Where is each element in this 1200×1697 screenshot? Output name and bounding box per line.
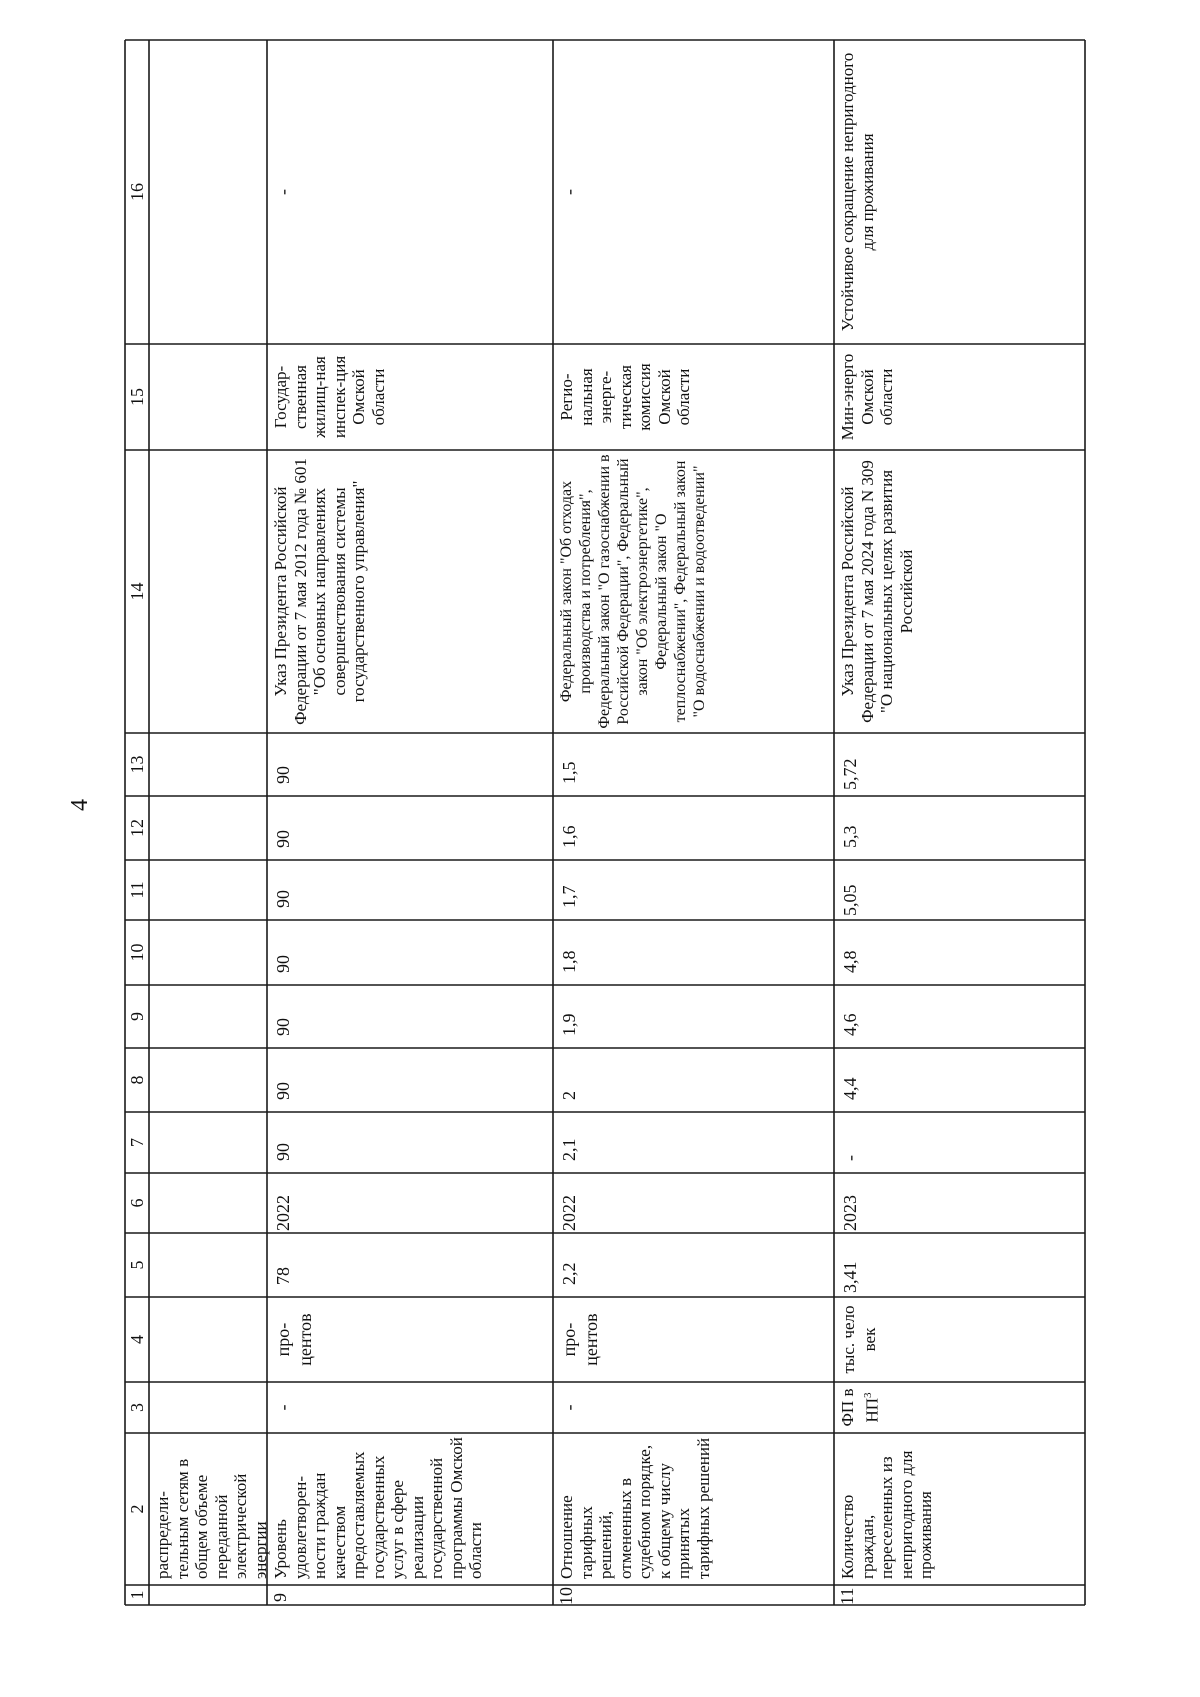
header-col-4: 4 [127, 1335, 147, 1344]
header-col-6: 6 [127, 1198, 147, 1208]
header-col-14: 14 [127, 582, 147, 601]
row10-base-value: 2,2 [559, 1262, 579, 1285]
row11-responsible: Мин-энерго Омской области [838, 353, 896, 441]
row11-value-8: 4,4 [840, 1077, 860, 1100]
row9-value-12: 90 [273, 830, 293, 848]
row9-base-year: 2022 [273, 1195, 293, 1231]
row11-legal-basis: Указ Президента Российской Федерации от 7 мая 2024 года N 309 "О национальных целях развития Российской [838, 460, 916, 723]
row10-col3: - [559, 1404, 579, 1411]
row9-value-10: 90 [273, 955, 293, 973]
header-col-15: 15 [127, 388, 147, 406]
row11-base-year: 2023 [840, 1195, 860, 1231]
row9-legal-basis: Указ Президента Российской Федерации от 7 мая 2012 года № 601 "Об основных направлениях совершенствования системы государственного управления" [271, 458, 368, 725]
header-col-12: 12 [127, 819, 147, 837]
header-col-5: 5 [127, 1260, 147, 1270]
row11-value-13: 5,72 [840, 758, 860, 790]
row11-base-value: 3,41 [840, 1261, 860, 1293]
row11-col3 [834, 1382, 1085, 1433]
header-col-3: 3 [127, 1403, 147, 1412]
row10-number: 10 [556, 1587, 576, 1605]
row11-value-12: 5,3 [840, 825, 860, 848]
row9-base-value: 78 [273, 1267, 293, 1285]
row11-value-11: 5,05 [840, 884, 860, 916]
row9-col3: - [273, 1404, 293, 1411]
row10-col16: - [559, 189, 579, 195]
header-col-1: 1 [127, 1590, 147, 1600]
row10-responsible: Регио-нальная энерге-тическая комиссия Омской области [557, 363, 693, 431]
row10-value-8: 2 [559, 1091, 579, 1100]
row10-value-11: 1,7 [559, 885, 579, 908]
cont-indicator-name: распредели-тельным сетям в общем объеме переданной электрической энергии [153, 1458, 270, 1579]
row11-unit: тыс. чело век [839, 1305, 879, 1374]
row11-value-10: 4,8 [840, 950, 860, 973]
row10-value-10: 1,8 [559, 950, 579, 973]
row10-base-year: 2022 [559, 1195, 579, 1231]
header-col-2: 2 [127, 1504, 147, 1514]
row11-expected-result: Устойчивое сокращение непригодного для проживания [838, 52, 877, 332]
row9-value-9: 90 [273, 1018, 293, 1036]
row9-unit: про-центов [273, 1313, 315, 1366]
row10-value-13: 1,5 [559, 761, 579, 784]
row11-indicator-name: Количество граждан, переселенных из непригодного для проживания [838, 1450, 935, 1579]
row10-value-12: 1,6 [559, 825, 579, 848]
page-number: 4 [67, 799, 93, 811]
header-col-13: 13 [127, 755, 147, 774]
header-col-9: 9 [127, 1012, 147, 1021]
row9-value-8: 90 [273, 1082, 293, 1100]
row10-legal-basis: Федеральный закон "Об отходах производства и потребления", Федеральный закон "О газоснабжении в Российской Федерации", Федеральный закон "Об электроэнергетике", Федеральный закон "О теплоснабжении", Федеральный закон "О водоснабжении и водоотведении" [558, 454, 708, 729]
row9-responsible: Государ-ственная жилищ-ная инспек-ция Омской области [271, 355, 388, 439]
row9-value-11: 90 [273, 890, 293, 908]
row10-indicator-name: Отношение тарифных решений, отмененных в судебном порядке, к общему числу принятых тарифных решений [557, 1437, 713, 1579]
row9-col16: - [273, 189, 293, 195]
row10-unit: про-центов [559, 1313, 601, 1366]
row9-number: 9 [270, 1593, 290, 1602]
row11-col3-footnote: 3 [862, 1392, 874, 1398]
header-col-11: 11 [127, 881, 147, 899]
row11-value-7: - [840, 1155, 860, 1161]
header-col-7: 7 [127, 1138, 147, 1147]
row10-value-7: 2,1 [559, 1138, 579, 1161]
row11-col3-text: ФП в НП [838, 1388, 882, 1427]
row9-value-13: 90 [273, 766, 293, 784]
header-col-8: 8 [127, 1075, 147, 1085]
row9-value-7: 90 [273, 1143, 293, 1161]
rotated-table [125, 40, 1085, 1605]
row11-value-9: 4,6 [840, 1013, 860, 1036]
header-col-10: 10 [127, 943, 147, 962]
row9-indicator-name: Уровень удовлетворен-ности граждан качеством предоставляемых государственных услуг в сфере реализации государственной программы Омской области [271, 1437, 485, 1579]
row11-number: 11 [837, 1587, 857, 1605]
row10-value-9: 1,9 [559, 1013, 579, 1036]
header-col-16: 16 [127, 183, 147, 201]
